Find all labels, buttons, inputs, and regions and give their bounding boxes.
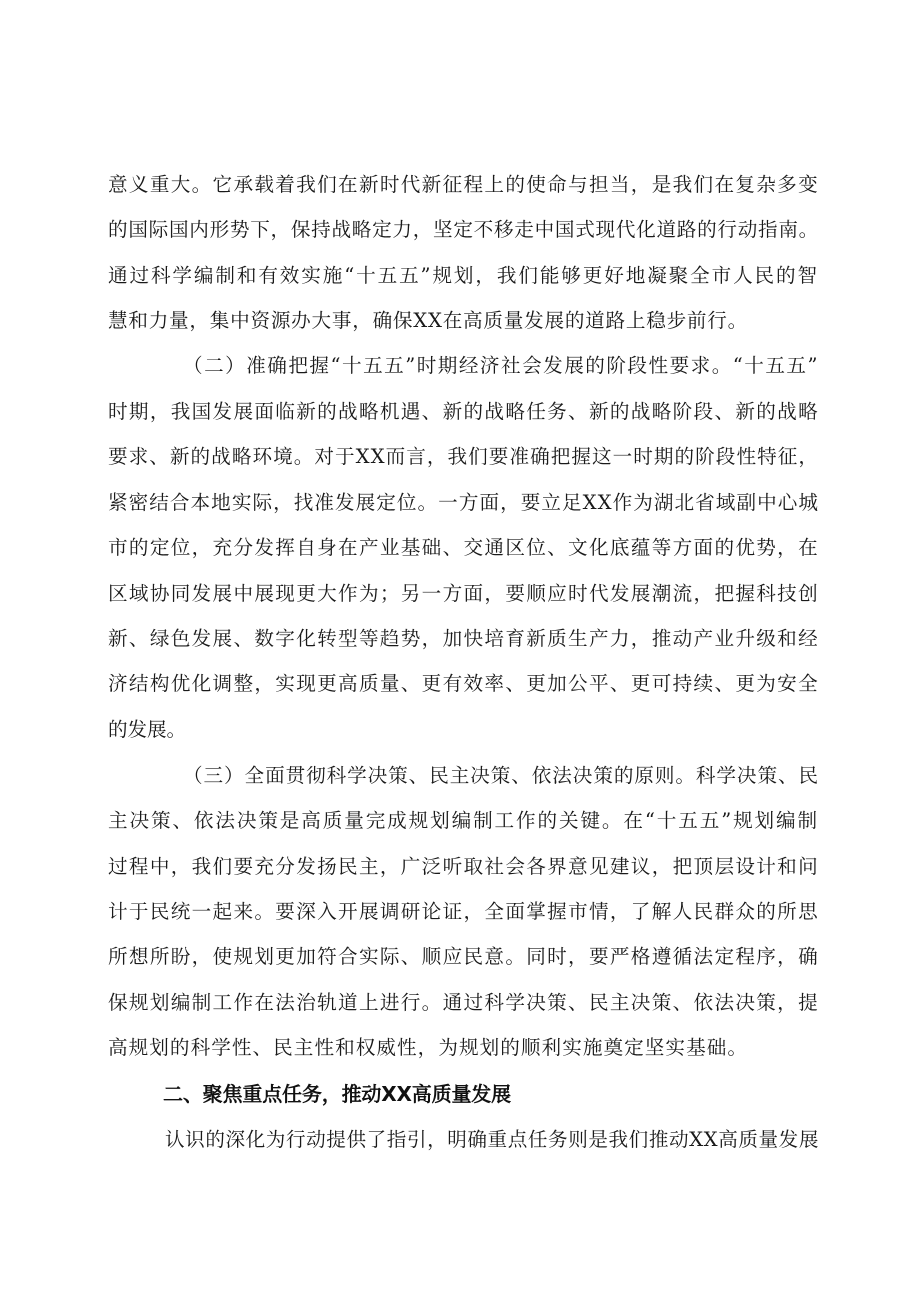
body-line <box>0 1028 920 1068</box>
body-line <box>0 165 920 205</box>
line-text: 济结构优化调整，实现更高质量、更有效率、更加公平、更可持续、更为安全 <box>108 672 819 695</box>
body-line <box>0 483 920 523</box>
line-text: 意义重大。它承载着我们在新时代新征程上的使命与担当，是我们在复杂多变 <box>108 173 819 196</box>
body-line <box>0 1120 920 1160</box>
line-text: 新、绿色发展、数字化转型等趋势，加快培育新质生产力，推动产业升级和经 <box>108 627 819 650</box>
body-line <box>0 437 920 477</box>
line-text: 的国际国内形势下，保持战略定力，坚定不移走中国式现代化道路的行动指南。 <box>108 218 819 241</box>
line-text: 紧密结合本地实际，找准发展定位。一方面，要立足XX作为湖北省域副中心城 <box>108 491 819 514</box>
body-line <box>0 710 920 750</box>
line-text: 慧和力量，集中资源办大事，确保XX在高质量发展的道路上稳步前行。 <box>108 309 748 332</box>
line-text: （二）准确把握“十五五”时期经济社会发展的阶段性要求。“十五五” <box>183 354 819 377</box>
line-text: 时期，我国发展面临新的战略机遇、新的战略任务、新的战略阶段、新的战略 <box>108 400 819 423</box>
line-text: 过程中，我们要充分发扬民主，广泛听取社会各界意见建议，把顶层设计和问 <box>108 855 819 878</box>
line-text: 要求、新的战略环境。对于XX而言，我们要准确把握这一时期的阶段性特征， <box>108 445 819 468</box>
line-text: 保规划编制工作在法治轨道上进行。通过科学决策、民主决策、依法决策，提 <box>108 991 819 1014</box>
line-text: 市的定位，充分发挥自身在产业基础、交通区位、文化底蕴等方面的优势，在 <box>108 536 819 559</box>
line-text: 计于民统一起来。要深入开展调研论证，全面掌握市情，了解人民群众的所思 <box>108 900 819 923</box>
body-line <box>0 574 920 614</box>
line-text: 区域协同发展中展现更大作为；另一方面，要顺应时代发展潮流，把握科技创 <box>108 582 819 605</box>
line-text: （三）全面贯彻科学决策、民主决策、依法决策的原则。科学决策、民 <box>183 764 819 787</box>
section-subheading-line <box>0 756 920 796</box>
line-text: 高规划的科学性、民主性和权威性，为规划的顺利实施奠定坚实基础。 <box>108 1036 748 1059</box>
body-line <box>0 210 920 250</box>
body-line <box>0 847 920 887</box>
body-line <box>0 801 920 841</box>
heading-text: 二、聚焦重点任务，推动XX高质量发展 <box>163 1082 511 1106</box>
section-heading <box>0 1074 920 1114</box>
body-line <box>0 619 920 659</box>
line-text: 所想所盼，使规划更加符合实际、顺应民意。同时，要严格遵循法定程序，确 <box>108 945 819 968</box>
body-line <box>0 937 920 977</box>
body-line <box>0 983 920 1023</box>
body-line <box>0 256 920 296</box>
body-line <box>0 664 920 704</box>
line-text: 的发展。 <box>108 718 186 741</box>
body-line <box>0 892 920 932</box>
section-subheading-line <box>0 346 920 386</box>
body-line <box>0 528 920 568</box>
body-line <box>0 301 920 341</box>
line-text: 主决策、依法决策是高质量完成规划编制工作的关键。在“十五五”规划编制 <box>108 809 819 832</box>
line-text: 认识的深化为行动提供了指引，明确重点任务则是我们推动XX高质量发展 <box>165 1128 819 1151</box>
line-text: 通过科学编制和有效实施“十五五”规划，我们能够更好地凝聚全市人民的智 <box>108 264 819 287</box>
body-line <box>0 392 920 432</box>
